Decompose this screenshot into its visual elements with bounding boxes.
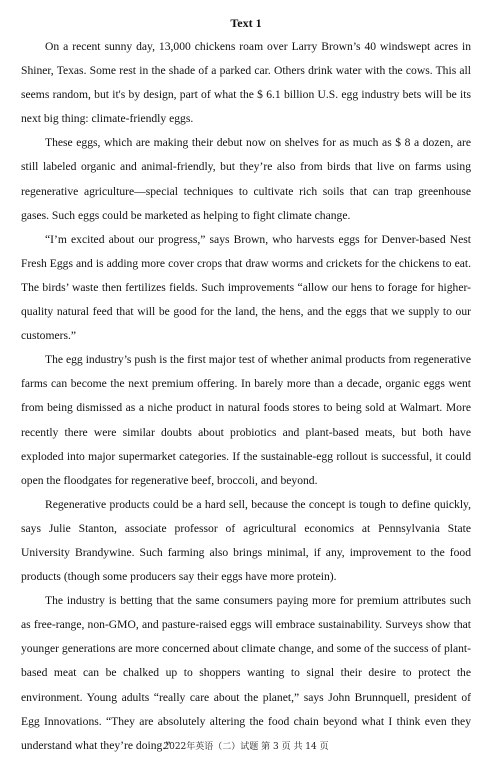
document-body <box>21 11 471 758</box>
paragraph-6: The industry is betting that the same consumers paying more for premium attributes such as free-range, non-GMO, and pasture-raised eggs will embrace sustainability. Surveys show that younger generations are more concerned about climate change, and some of the success of plant-based meat can be chalked up to shoppers wanting to signal their desire to protect the environment. Young adults “really care about the planet,” says John Brunnquell, president of Egg Innovations. “They are absolutely altering the food chain beyond what I think even they understand what they’re doing.” <box>21 594 471 752</box>
page-footer: 2022年英语（二）试题 第 3 页 共 14 页 <box>163 742 329 752</box>
paragraph-5: Regenerative products could be a hard sell, because the concept is tough to define quickly, says Julie Stanton, associate professor of agricultural economics at Pennsylvania State University Brandywine. Such farming also brings minimal, if any, improvement to the food products (though some producers say their eggs have more protein). <box>21 497 471 584</box>
paragraph-4: The egg industry’s push is the first major test of whether animal products from regenerative farms can become the next premium offering. In barely more than a decade, organic eggs went from being dismissed as a niche product in natural foods stores to being sold at Walmart. More recently there were similar doubts about probiotics and plant-based meats, but both have exploded into major supermarket categories. If the sustainable-egg rollout is successful, it could open the floodgates for regenerative beef, broccoli, and beyond. <box>21 353 471 487</box>
paragraph-3: “I’m excited about our progress,” says Brown, who harvests eggs for Denver-based Nest Fresh Eggs and is adding more cover crops that draw worms and crickets for the chickens to eat. The birds’ waste then fertilizes fields. Such improvements “allow our hens to forage for higher-quality natural feed that will be good for the land, the hens, and the eggs that we supply to our customers.” <box>21 232 471 343</box>
paragraph-2: These eggs, which are making their debut now on shelves for as much as $ 8 a dozen, are still labeled organic and animal-friendly, but they’re also from birds that live on farms using regenerative agriculture—special techniques to cultivate rich soils that can trap greenhouse gases. Such eggs could be marketed as helping to fight climate change. <box>21 136 471 222</box>
paragraph-1: On a recent sunny day, 13,000 chickens roam over Larry Brown’s 40 windswept acres in Shiner, Texas. Some rest in the shade of a parked car. Others drink water with the cows. This all seems random, but it's by design, part of what the $ 6.1 billion U.S. egg industry bets will be its next big thing: climate-friendly eggs. <box>21 40 471 126</box>
text-title: Text 1 <box>230 16 262 30</box>
